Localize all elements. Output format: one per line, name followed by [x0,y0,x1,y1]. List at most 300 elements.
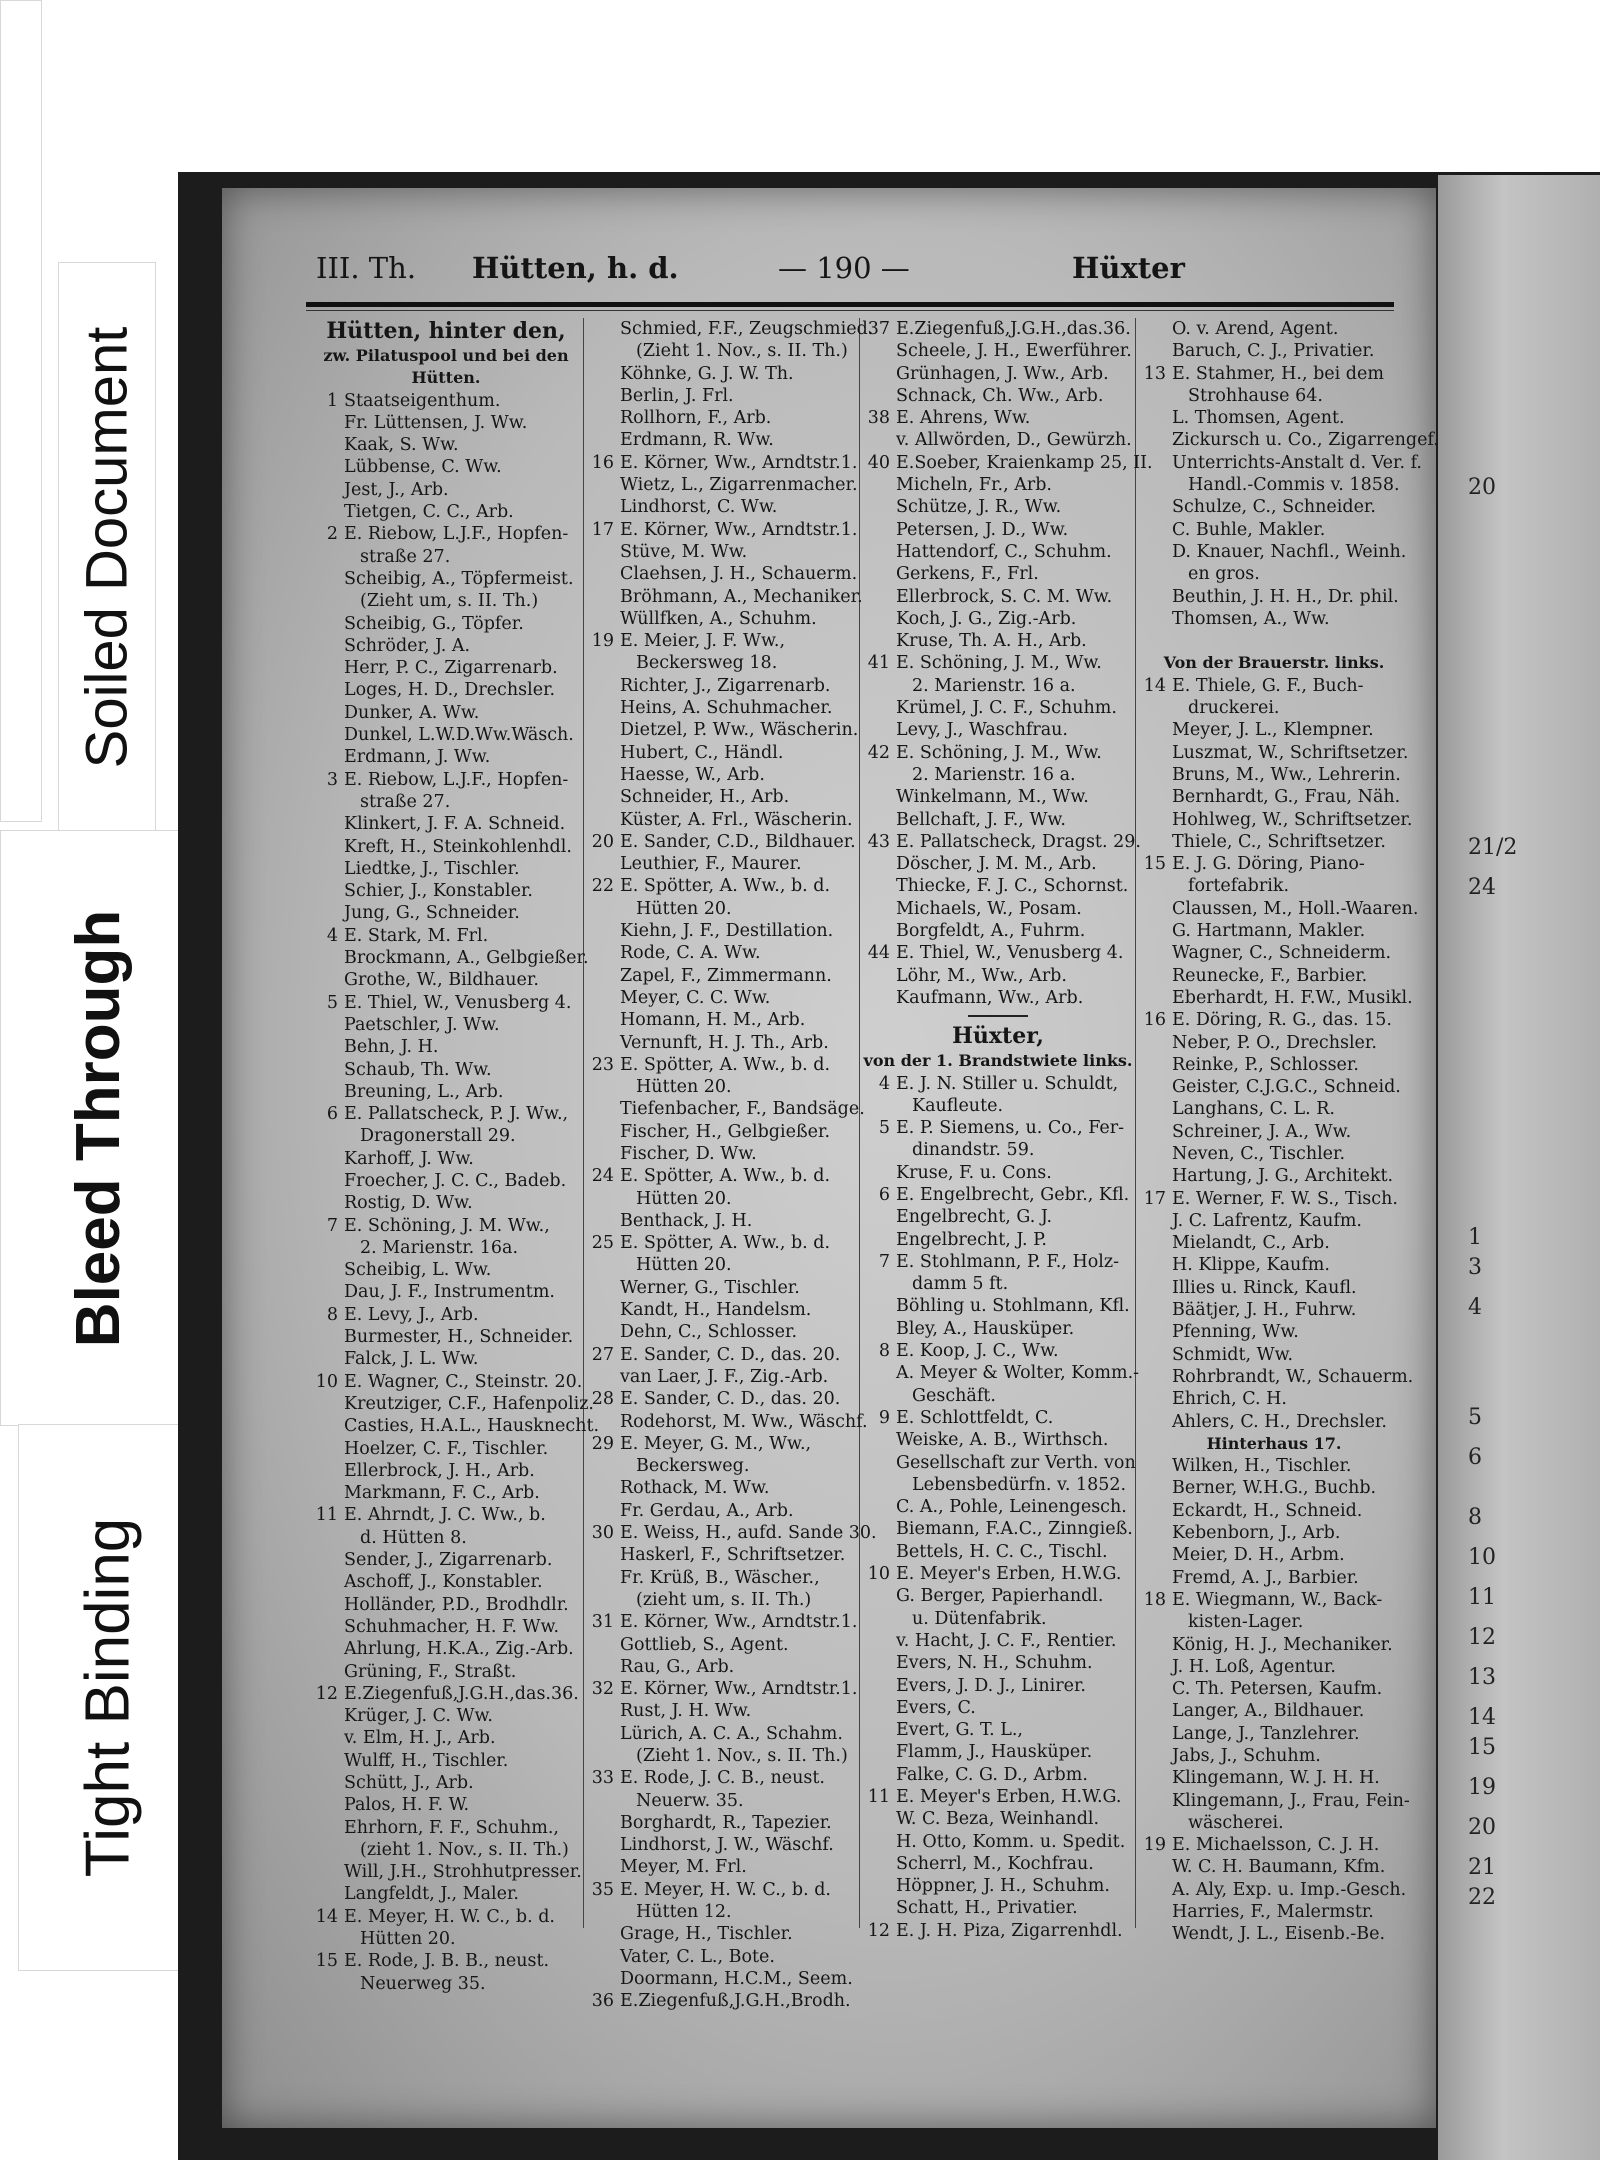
house-number [1140,1745,1166,1767]
bleed-through-text: Bleed Through [64,909,134,1347]
house-number [588,965,614,987]
directory-entry [1140,1054,1408,1076]
resident-text: E. Spötter, A. Ww., b. d. [620,876,831,897]
directory-entry [588,1790,856,1812]
house-number: 6 [326,1104,338,1125]
house-number [312,679,338,701]
house-number [588,898,614,920]
directory-entry [864,1831,1132,1853]
house-number [312,1817,338,1839]
house-number: 17 [591,519,614,540]
house-number [312,1393,338,1415]
directory-entry [1140,875,1408,897]
house-number [1140,586,1166,608]
house-number: 29 [591,1433,614,1454]
directory-entry [588,719,859,741]
resident-text: Dehn, C., Schlosser. [620,1322,798,1343]
directory-entry [312,969,580,991]
house-number [1140,563,1166,585]
directory-entry [588,1366,856,1388]
resident-text: Langhans, C. L. R. [1172,1099,1335,1120]
directory-entry [588,1254,856,1276]
resident-text: Wagner, C., Schneiderm. [1172,943,1392,964]
directory-entry [588,786,856,808]
adjacent-page-fragment: 6 [1468,1445,1482,1470]
resident-text: Lürich, A. C. A., Schahm. [620,1723,843,1744]
directory-entry [864,1474,1132,1496]
house-number [588,474,614,496]
house-number [588,407,614,429]
house-number [1140,1411,1166,1433]
resident-text: Meyer, M. Frl. [620,1857,747,1878]
directory-entry [588,1500,856,1522]
house-number [588,1188,614,1210]
resident-text: Palos, H. F. W. [344,1795,470,1816]
directory-entry [1140,1411,1408,1433]
directory-column-4 [1140,318,1439,1945]
directory-entry [1140,1767,1408,1789]
resident-text: Koch, J. G., Zig.-Arb. [896,608,1077,629]
adjacent-page-fragment: 12 [1468,1625,1496,1650]
house-number [864,519,890,541]
resident-text: Küster, A. Frl., Wäscherin. [620,809,853,830]
resident-text: Langfeldt, J., Maler. [344,1884,519,1905]
house-number [1140,340,1166,362]
resident-text: H. Klippe, Kaufm. [1172,1255,1330,1276]
resident-text: Neuerw. 35. [636,1790,744,1811]
resident-text: O. v. Arend, Agent. [1172,319,1339,339]
house-number: 12 [315,1683,338,1704]
resident-text: E. Weiss, H., aufd. Sande 30. [620,1523,877,1544]
directory-entry [864,452,1153,474]
house-number [312,434,338,456]
house-number: 16 [1143,1010,1166,1031]
adjacent-page-fragment: 14 [1468,1705,1496,1730]
directory-entry [588,652,856,674]
resident-text: Schmied, F.F., Zeugschmied. [620,319,874,339]
house-number [864,1139,890,1161]
house-number [864,385,890,407]
resident-text: E.Ziegenfuß,J.G.H.,das.36. [344,1683,579,1704]
house-number: 7 [326,1215,338,1236]
bleed-through-target-label [0,830,198,1426]
directory-entry [864,697,1132,719]
house-number [1140,385,1166,407]
directory-entry [1140,1299,1408,1321]
directory-entry [588,1344,856,1366]
resident-text: Wendt, J. L., Eisenb.-Be. [1172,1924,1386,1945]
house-number [588,742,614,764]
resident-text: Fischer, H., Gelbgießer. [620,1121,831,1142]
directory-entry [1140,385,1408,407]
resident-text: Evers, N. H., Schuhm. [896,1653,1093,1674]
directory-entry [588,1455,856,1477]
resident-text: E.Ziegenfuß,J.G.H.,das.36. [896,319,1131,339]
resident-text: Engelbrecht, G. J. [896,1207,1053,1228]
resident-text: Beckersweg 18. [636,653,778,674]
house-number [588,853,614,875]
house-number [588,652,614,674]
house-number [1140,1232,1166,1254]
house-number [1140,965,1166,987]
directory-entry [588,920,856,942]
directory-entry [312,1192,580,1214]
directory-entry [1140,563,1408,585]
house-number [312,1192,338,1214]
directory-entry [1140,719,1408,741]
house-number [588,1656,614,1678]
house-number [1140,452,1166,474]
column-divider [859,318,860,1928]
resident-text: Böhling u. Stohlmann, Kfl. [896,1296,1130,1317]
resident-text: Markmann, F. C., Arb. [344,1483,540,1504]
directory-entry [864,965,1132,987]
house-number [864,1808,890,1830]
directory-entry [1140,1143,1408,1165]
directory-entry [1140,786,1408,808]
house-number [588,1098,614,1120]
house-number [1140,429,1166,451]
resident-text: Holländer, P.D., Brodhdlr. [344,1594,569,1615]
resident-text: Rollhorn, F., Arb. [620,408,772,429]
house-number [312,791,338,813]
directory-entry [864,1563,1132,1585]
directory-entry [312,1460,580,1482]
resident-text: Scherrl, M., Kochfrau. [896,1853,1094,1874]
resident-text: E. Meyer, H. W. C., b. d. [620,1879,831,1900]
resident-text: E. Körner, Ww., Arndtstr.1. [620,519,858,540]
directory-entry [864,987,1132,1009]
directory-entry [1140,1723,1408,1745]
resident-text: Lange, J., Tanzlehrer. [1172,1723,1360,1744]
directory-entry [864,1385,1132,1407]
house-number [1140,1611,1166,1633]
resident-text: Bettels, H. C. C., Tischl. [896,1541,1108,1562]
directory-entry [312,390,580,412]
house-number [1140,1076,1166,1098]
directory-entry [1140,1098,1408,1120]
resident-text: Ellerbrock, J. H., Arb. [344,1460,535,1481]
directory-entry [864,1229,1132,1251]
house-number [312,613,338,635]
house-number [1140,1210,1166,1232]
adjacent-page-fragment: 13 [1468,1665,1496,1690]
house-number: 20 [591,831,614,852]
directory-entry [588,1968,856,1990]
directory-entry [864,407,1132,429]
resident-text: E. Pallatscheck, P. J. Ww., [344,1104,569,1125]
resident-text: Rothack, M. Ww. [620,1478,770,1499]
house-number [312,1883,338,1905]
house-number: 15 [315,1951,338,1972]
house-number [312,590,338,612]
tight-binding-text: Tight Binding [73,1517,143,1878]
house-number [1140,1098,1166,1120]
column-divider [1135,318,1136,1928]
house-number [588,385,614,407]
house-number: 3 [326,769,338,790]
resident-text: Kaufleute. [912,1095,1004,1116]
house-number: 10 [867,1564,890,1585]
house-number [1140,1723,1166,1745]
house-number: 17 [1143,1188,1166,1209]
resident-text: Benthack, J. H. [620,1210,753,1231]
house-number [588,1968,614,1990]
resident-text: Schreiner, J. A., Ww. [1172,1121,1352,1142]
house-number [588,318,614,340]
directory-entry [1140,853,1408,875]
directory-entry [864,1073,1132,1095]
directory-entry [1140,407,1408,429]
column-divider [583,318,584,1928]
resident-text: E. Pallatscheck, Dragst. 29. [896,831,1141,852]
resident-text: Rau, G., Arb. [620,1656,735,1677]
directory-entry [1140,1165,1408,1187]
resident-text: Aschoff, J., Konstabler. [344,1572,543,1593]
house-number [1140,1856,1166,1878]
resident-text: Zapel, F., Zimmermann. [620,965,832,986]
directory-entry [1140,1700,1408,1722]
directory-entry [588,831,856,853]
directory-entry [312,1259,580,1281]
resident-text: Langer, A., Bildhauer. [1172,1701,1365,1722]
directory-entry [1140,1834,1408,1856]
house-number: 1 [326,390,338,411]
house-number: 19 [591,631,614,652]
directory-entry [312,1616,580,1638]
resident-text: en gros. [1188,564,1260,585]
house-number [864,898,890,920]
directory-entry [1140,1321,1408,1343]
directory-entry [312,1281,580,1303]
house-number [312,546,338,568]
house-number [312,1415,338,1437]
directory-entry [588,853,856,875]
resident-text: wäscherei. [1188,1812,1284,1833]
resident-text: Grünhagen, J. Ww., Arb. [896,363,1109,384]
resident-text: E. Michaelsson, C. J. H. [1172,1835,1380,1856]
directory-entry [864,1139,1132,1161]
house-number: 13 [1143,363,1166,384]
resident-text: Geister, C.J.G.C., Schneid. [1172,1077,1401,1098]
directory-entry [588,1321,856,1343]
resident-text: W. C. Beza, Weinhandl. [896,1809,1100,1830]
house-number [312,880,338,902]
resident-text: Falke, C. G. D., Arbm. [896,1764,1088,1785]
directory-entry [312,769,580,791]
directory-entry [864,1897,1132,1919]
resident-text: Casties, H.A.L., Hausknecht. [344,1416,600,1437]
resident-text: Leuthier, F., Maurer. [620,854,802,875]
resident-text: damm 5 ft. [912,1274,1009,1295]
resident-text: E. Thiel, W., Venusberg 4. [896,943,1124,964]
house-number [864,1875,890,1897]
house-number: 44 [867,943,890,964]
house-number [588,987,614,1009]
house-number [1140,1165,1166,1187]
house-number: 32 [591,1679,614,1700]
resident-text: Hartung, J. G., Architekt. [1172,1166,1394,1187]
house-number [312,479,338,501]
resident-text: Lebensbedürfn. v. 1852. [912,1474,1127,1495]
house-number [312,1014,338,1036]
resident-text: Schütt, J., Arb. [344,1773,474,1793]
resident-text: E. Rode, J. C. B., neust. [620,1768,825,1789]
resident-text: C. A., Pohle, Leinengesch. [896,1497,1127,1518]
directory-entry [1140,987,1413,1009]
resident-text: Vernunft, H. J. Th., Arb. [620,1032,829,1053]
directory-entry [312,1549,580,1571]
resident-text: Gerkens, F., Frl. [896,564,1039,585]
directory-entry [588,1009,856,1031]
directory-entry [1140,1232,1408,1254]
directory-entry [312,523,580,545]
house-number [864,1229,890,1251]
resident-text: E. Rode, J. B. B., neust. [344,1951,550,1972]
house-number [864,675,890,697]
directory-entry [864,942,1132,964]
house-number [312,501,338,523]
house-number [864,1741,890,1763]
house-number [1140,1121,1166,1143]
directory-entry [1140,496,1408,518]
house-number [588,1723,614,1745]
house-number [864,630,890,652]
directory-entry [312,791,580,813]
directory-entry [312,1304,580,1326]
directory-entry [312,1081,580,1103]
house-number [312,1973,338,1995]
resident-text: Falck, J. L. Ww. [344,1349,479,1370]
house-number [1140,541,1166,563]
resident-text: d. Hütten 8. [360,1527,467,1548]
adjacent-page-fragment: 20 [1468,475,1496,500]
resident-text: Fr. Krüß, B., Wäscher., [620,1567,820,1588]
house-number: 22 [591,876,614,897]
house-number [864,1675,890,1697]
resident-text: E. Wagner, C., Steinstr. 20. [344,1371,583,1392]
directory-entry [588,942,856,964]
resident-text: Döscher, J. M. M., Arb. [896,854,1097,875]
resident-text: Hohlweg, W., Schriftsetzer. [1172,809,1413,830]
house-number [864,340,890,362]
house-number [312,1482,338,1504]
resident-text: Schatt, H., Privatier. [896,1898,1078,1919]
house-number: 4 [878,1073,890,1094]
house-number: 15 [1143,854,1166,875]
section-subheading: Hütten. [411,368,481,388]
resident-text: E. Schöning, J. M. Ww., [344,1215,550,1236]
directory-entry [864,630,1132,652]
house-number [1140,1544,1166,1566]
resident-text: Mielandt, C., Arb. [1172,1233,1330,1254]
directory-entry [312,1772,580,1794]
resident-text: König, H. J., Mechaniker. [1172,1634,1393,1655]
house-number [864,496,890,518]
directory-entry [864,809,1132,831]
directory-entry [312,1883,580,1905]
directory-entry [312,992,580,1014]
house-number [588,1567,614,1589]
resident-text: E. Körner, Ww., Arndtstr.1. [620,1612,858,1633]
house-number: 12 [867,1920,890,1941]
house-number [588,1411,614,1433]
house-number [588,1856,614,1878]
adjacent-page-fragment: 20 [1468,1815,1496,1840]
resident-text: Vater, C. L., Bote. [620,1946,775,1967]
house-number [1140,1455,1166,1477]
house-number [588,1032,614,1054]
adjacent-page-fragment: 19 [1468,1775,1496,1800]
resident-text: E. Schöning, J. M., Ww. [896,742,1102,763]
header-next-street: Hüxter [1072,251,1185,285]
resident-text: Kiehn, J. F., Destillation. [620,921,834,942]
resident-text: 2. Marienstr. 16 a. [912,764,1076,785]
directory-entry [864,1273,1132,1295]
resident-text: Eckardt, H., Schneid. [1172,1500,1363,1521]
directory-entry [312,1527,580,1549]
resident-text: Thiecke, F. J. C., Schornst. [896,876,1129,897]
resident-text: Lindhorst, C. Ww. [620,497,778,518]
resident-text: Kreft, H., Steinkohlenhdl. [344,836,572,857]
house-number [1140,407,1166,429]
resident-text: A. Meyer & Wolter, Komm.- [896,1363,1140,1384]
directory-entry [312,1215,580,1237]
house-number [312,1861,338,1883]
resident-text: Hütten 20. [636,1077,732,1098]
resident-text: Homann, H. M., Arb. [620,1010,806,1031]
resident-text: Dunker, A. Ww. [344,702,480,723]
resident-text: Hütten 12. [636,1902,732,1923]
directory-column-2 [588,318,877,2012]
house-number [864,1318,890,1340]
house-number [588,340,614,362]
house-number [864,586,890,608]
resident-text: Luszmat, W., Schriftsetzer. [1172,742,1409,763]
resident-text: E. Werner, F. W. S., Tisch. [1172,1188,1398,1209]
directory-entry [864,831,1141,853]
resident-text: E.Soeber, Kraienkamp 25, II. [896,452,1153,473]
resident-text: Schneider, H., Arb. [620,787,790,808]
resident-text: G. Berger, Papierhandl. [896,1586,1104,1607]
directory-entry [1140,1745,1408,1767]
directory-entry [588,965,856,987]
house-number [312,1148,338,1170]
house-number [864,920,890,942]
house-number: 2 [326,524,338,545]
directory-entry [588,898,856,920]
house-number [312,1460,338,1482]
directory-entry [588,1856,856,1878]
resident-text: Reinke, P., Schlosser. [1172,1054,1359,1075]
directory-entry [864,1741,1132,1763]
directory-entry [1140,1500,1408,1522]
directory-entry [1140,1611,1408,1633]
directory-entry [588,875,856,897]
resident-text: Erdmann, J. Ww. [344,747,491,768]
resident-text: Staatseigenthum. [344,390,501,411]
resident-text: Rust, J. H. Ww. [620,1701,752,1722]
directory-entry [312,836,580,858]
directory-entry [588,563,856,585]
resident-text: E. Koop, J. C., Ww. [896,1341,1059,1362]
resident-text: Schröder, J. A. [344,635,471,656]
directory-entry [588,1477,856,1499]
house-number [588,1299,614,1321]
directory-entry [588,809,856,831]
header-part: III. Th. [316,251,417,285]
house-number [1140,1143,1166,1165]
